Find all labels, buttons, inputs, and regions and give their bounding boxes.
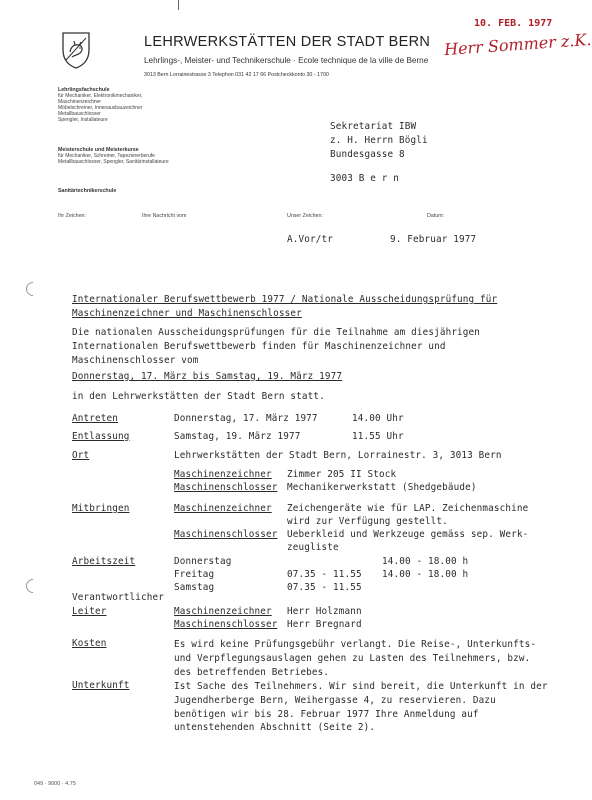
school-line: Metallbauschlosser [58, 111, 101, 117]
ort-ms-text: Mechanikerwerkstatt (Shedgebäude) [287, 482, 477, 493]
school-title: Lehrlingsfachschule [58, 87, 110, 93]
location-line: in den Lehrwerkstätten der Stadt Bern statt. [72, 391, 325, 402]
punch-hole-mark [23, 279, 43, 299]
school-line: für Mechaniker, Elektronikmechaniker, [58, 93, 143, 99]
leiter-mz-label: Maschinenzeichner [174, 606, 272, 617]
label-unterkunft: Unterkunft [72, 680, 130, 691]
school-line: Metallbauschlosser, Spengler, Sanitärinstallateure [58, 159, 169, 165]
ref-label-datum: Datum: [427, 213, 445, 219]
subject-line-2: Maschinenzeichner und Maschinenschlosser [72, 308, 302, 319]
arbeitszeit-day-2-pm: 14.00 - 18.00 h [382, 569, 469, 580]
ort-ms-label: Maschinenschlosser [174, 482, 278, 493]
label-ort: Ort [72, 450, 90, 461]
school-list-2 [58, 147, 169, 165]
label-antreten: Antreten [72, 413, 118, 424]
institution-address: 3013 Bern Lorrainestrasse 3 Telephon 031 42 17 66 Postcheckkonto 30 - 1700 [144, 72, 329, 78]
entlassung-time: 11.55 Uhr [352, 431, 404, 442]
arbeitszeit-day-1-pm: 14.00 - 18.00 h [382, 556, 469, 567]
mitbringen-ms-text-1: Ueberkleid und Werkzeuge gemäss sep. Werk- [287, 529, 529, 540]
label-mitbringen: Mitbringen [72, 503, 130, 514]
arbeitszeit-day-2: Freitag [174, 569, 215, 580]
punch-hole-mark [23, 576, 43, 596]
ref-value-unser-zeichen: A.Vor/tr [287, 234, 333, 245]
arbeitszeit-day-2-am: 07.35 - 11.55 [287, 569, 362, 580]
ref-label-ihre-nachricht: Ihre Nachricht vom [142, 213, 187, 219]
label-arbeitszeit: Arbeitszeit [72, 556, 136, 567]
school-list-1 [58, 87, 143, 123]
ort-text: Lehrwerkstätten der Stadt Bern, Lorrainestr. 3, 3013 Bern [174, 450, 502, 461]
received-stamp: 10. FEB. 1977 [474, 18, 553, 29]
school-line: Spengler, Installateure [58, 117, 108, 123]
institution-subtitle: Lehrlings-, Meister- und Technikerschule · Ecole technique de la ville de Berne [144, 56, 429, 65]
mitbringen-ms-label: Maschinenschlosser [174, 529, 278, 540]
bern-coat-of-arms-icon [60, 30, 92, 70]
recipient-line-2: z. H. Herrn Bögli [330, 135, 428, 146]
label-entlassung: Entlassung [72, 431, 130, 442]
handwritten-signature: Herr Sommer z.K. [443, 29, 592, 60]
school-line: Möbelschreiner, Innenausbauzeichner [58, 105, 143, 111]
mitbringen-ms-text-2: zeugliste [287, 542, 339, 553]
form-code: 049 · 9000 · 4.75 [34, 781, 76, 787]
ref-value-datum: 9. Februar 1977 [390, 234, 477, 245]
top-edge-mark [178, 0, 179, 10]
institution-name: LEHRWERKSTÄTTEN DER STADT BERN [144, 34, 431, 50]
mitbringen-mz-text-2: wird zur Verfügung gestellt. [287, 516, 448, 527]
label-leiter: Leiter [72, 606, 107, 617]
label-verantwortlicher: Verantwortlicher [72, 592, 164, 603]
antreten-day: Donnerstag, 17. März 1977 [174, 413, 318, 424]
school-line: für Mechaniker, Schreiner, Tapeziererberufe [58, 153, 155, 159]
ort-mz-label: Maschinenzeichner [174, 469, 272, 480]
arbeitszeit-day-1: Donnerstag [174, 556, 232, 567]
kosten-text: Es wird keine Prüfungsgebühr verlangt. Die Reise-, Unterkunfts- und Verpflegungsauslagen gehen zu Lasten des Teilnehmers, bzw. des betreffenden Betriebes. [174, 639, 537, 678]
entlassung-day: Samstag, 19. März 1977 [174, 431, 301, 442]
unterkunft-text: Ist Sache des Teilnehmers. Wir sind bereit, die Unterkunft in der Jugendherberge Bern, Weihergasse 4, zu reservieren. Dazu benötigen wir bis 28. Februar 1977 Ihre Anmeldung auf untenstehenden Abschnitt (Seite 2). [174, 681, 548, 734]
leiter-ms-label: Maschinenschlosser [174, 619, 278, 630]
intro-paragraph: Die nationalen Ausscheidungsprüfungen für die Teilnahme am diesjährigen Internationalen Berufswettbewerb finden für Maschinenzeichner und Maschinenschlosser vom [72, 327, 481, 366]
recipient-line-3: Bundesgasse 8 [330, 149, 405, 160]
school-line: Maschinenzeichner [58, 99, 102, 105]
antreten-time: 14.00 Uhr [352, 413, 404, 424]
school-title: Sanitärtechnikerschule [58, 188, 117, 194]
label-kosten: Kosten [72, 638, 107, 649]
subject-line-1: Internationaler Berufswettbewerb 1977 / Nationale Ausscheidungsprüfung für [72, 294, 498, 305]
mitbringen-mz-label: Maschinenzeichner [174, 503, 272, 514]
leiter-ms-name: Herr Bregnard [287, 619, 362, 630]
ref-label-unser-zeichen: Unser Zeichen: [287, 213, 323, 219]
arbeitszeit-day-3-am: 07.35 - 11.55 [287, 582, 362, 593]
mitbringen-mz-text-1: Zeichengeräte wie für LAP. Zeichenmaschine [287, 503, 529, 514]
school-list-3 [58, 188, 116, 194]
school-title: Meisterschule und Meisterkurse [58, 147, 139, 153]
dates-line: Donnerstag, 17. März bis Samstag, 19. März 1977 [72, 371, 343, 382]
leiter-mz-name: Herr Holzmann [287, 606, 362, 617]
arbeitszeit-day-3: Samstag [174, 582, 215, 593]
recipient-city: 3003 B e r n [330, 173, 399, 184]
recipient-line-1: Sekretariat IBW [330, 121, 417, 132]
ref-label-ihr-zeichen: Ihr Zeichen: [58, 213, 86, 219]
ort-mz-text: Zimmer 205 II Stock [287, 469, 397, 480]
